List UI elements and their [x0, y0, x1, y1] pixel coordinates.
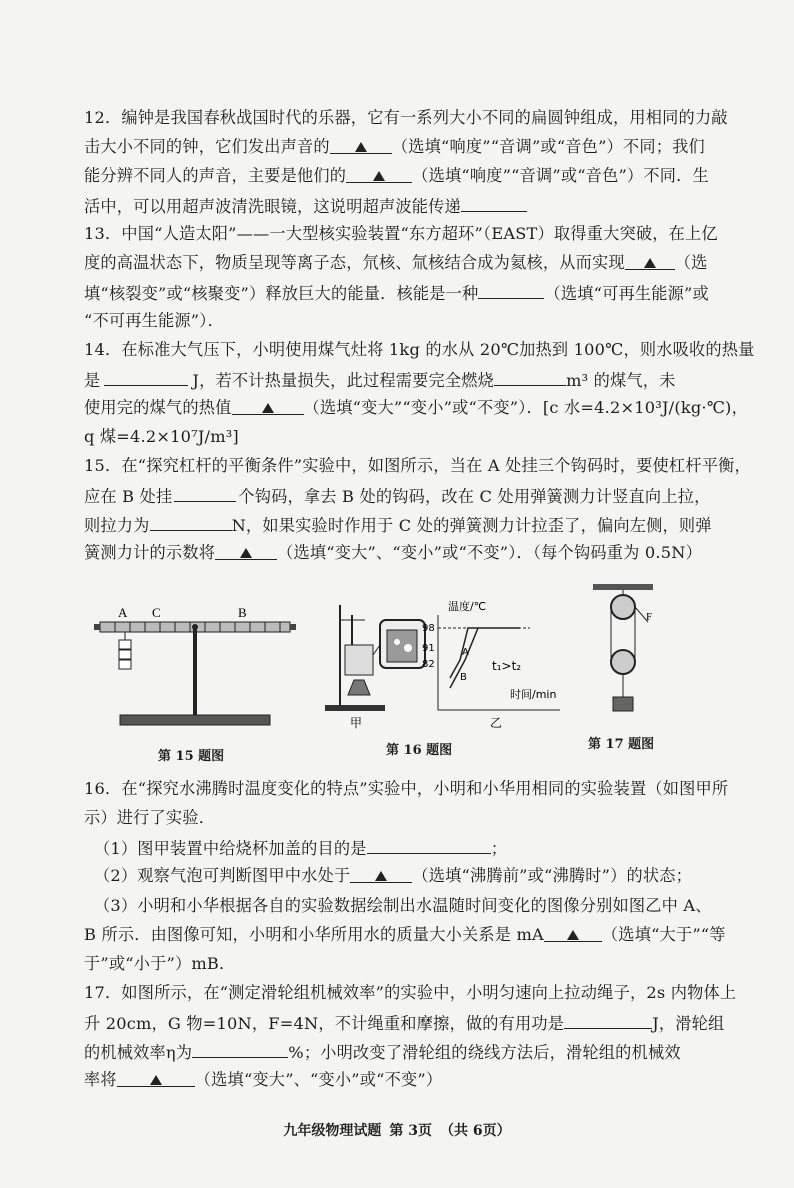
answer-blank[interactable]: [346, 166, 412, 183]
fig15-caption: 第 15 题图: [158, 749, 225, 764]
footer-total-pages: （共 6页）: [440, 1123, 511, 1139]
tick-98: 98: [422, 623, 435, 634]
q14-line1: 14．在标准大气压下，小明使用煤气灶将 1kg 的水从 20℃加热到 100℃，则水吸收的热量: [84, 340, 755, 359]
answer-blank[interactable]: [494, 369, 566, 386]
footer-title: 九年级物理试题: [283, 1123, 382, 1139]
q17-text: 率将: [84, 1070, 117, 1089]
q16-line1: 16．在“探究水沸腾时温度变化的特点”实验中，小明和小华用相同的实验装置（如图甲所: [84, 779, 729, 798]
axis-x-label: 时间/min: [510, 688, 557, 701]
q13-text: 填“核裂变”或“核聚变”）释放巨大的能量．核能是一种: [84, 284, 479, 303]
q13-text: （选填“可再生能源”或: [544, 284, 709, 303]
q14-line3: [84, 398, 748, 418]
q12-line4: [84, 195, 734, 217]
answer-blank[interactable]: [232, 398, 304, 415]
boiling-figure: [320, 600, 570, 730]
q15-text: 簧测力计的示数将: [84, 543, 216, 562]
q17-line1: 17．如图所示，在“测定滑轮组机械效率”的实验中，小明匀速向上拉动绳子，2s 内物体上: [84, 983, 737, 1002]
answer-blank[interactable]: [625, 253, 675, 270]
triangle-mark-icon: [373, 171, 385, 181]
q15-text: 应在 B 处挂: [84, 487, 173, 506]
answer-blank[interactable]: [330, 137, 392, 154]
q17-text: 的机械效率η为: [84, 1043, 193, 1062]
lever-figure: [90, 600, 300, 740]
q12-text: （选填“响度”“音调”或“音色”）不同．生: [412, 166, 709, 185]
q14-text: m³ 的煤气，未: [566, 371, 676, 390]
tick-91: 91: [422, 643, 435, 654]
q16-line7: 于”或“小于”）mB．: [84, 954, 236, 973]
answer-blank[interactable]: [350, 866, 412, 883]
q12-text: 击大小不同的钟，它们发出声音的: [84, 137, 330, 156]
triangle-mark-icon: [644, 258, 656, 268]
q15-text: N，如果实验时作用于 C 处的弹簧测力计拉歪了，偏向左侧，则弹: [231, 516, 712, 535]
q13-text: （选: [674, 253, 708, 272]
answer-blank[interactable]: [367, 837, 491, 854]
triangle-mark-icon: [262, 403, 274, 413]
label-f: F: [646, 611, 653, 623]
axis-y-label: 温度/℃: [448, 600, 487, 613]
curve-a-label: A: [462, 647, 469, 658]
q17-line3: [84, 1041, 734, 1063]
q16-text: （选填“沸腾前”或“沸腾时”）的状态；: [412, 866, 693, 885]
q17-line2: [84, 1012, 734, 1034]
answer-blank[interactable]: [478, 282, 544, 299]
footer-page-number: 第 3页: [389, 1123, 432, 1139]
label-a: A: [118, 605, 128, 620]
q16-line3: [94, 837, 744, 859]
handwritten-note: t₁>t₂: [492, 659, 522, 673]
q14-text: J，若不计热量损失，此过程需要完全燃烧: [192, 371, 495, 390]
answer-blank[interactable]: [215, 543, 277, 560]
label-b: B: [238, 605, 247, 620]
q13-line4: “不可再生能源”）．: [84, 311, 224, 330]
q14-line2: [84, 369, 734, 391]
q15-line2: [84, 485, 734, 507]
page-footer: [0, 1120, 794, 1140]
q17-text: 升 20cm，G 物=10N，F=4N，不计绳重和摩擦，做的有用功是: [84, 1014, 565, 1033]
q13-line1: 13．中国“人造太阳”——一大型核实验装置“东方超环”（EAST）取得重大突破，在上亿: [84, 224, 718, 243]
q16-text: ；: [490, 839, 508, 858]
q15-text: 个钩码，拿去 B 处的钩码，改在 C 处用弹簧测力计竖直向上拉，: [238, 487, 711, 506]
curve-b-label: B: [460, 672, 467, 683]
fig16-caption: 第 16 题图: [386, 743, 453, 758]
q16-text: （1）图甲装置中给烧杯加盖的目的是: [94, 839, 367, 858]
q13-line2: [84, 253, 734, 273]
q12-line2: [84, 137, 734, 157]
triangle-mark-icon: [150, 1075, 162, 1085]
q17-line4: [84, 1070, 734, 1090]
fig17-caption: 第 17 题图: [588, 737, 655, 752]
q16-line2: 示）进行了实验．: [84, 808, 216, 827]
label-yi: 乙: [490, 716, 503, 730]
answer-blank[interactable]: [544, 925, 602, 942]
answer-blank[interactable]: [150, 514, 232, 531]
q16-text: （选填“大于”“等: [601, 925, 726, 944]
q16-line5: （3）小明和小华根据各自的实验数据绘制出水温随时间变化的图像分别如图乙中 A、: [94, 896, 712, 915]
q12-line1: 12．编钟是我国春秋战国时代的乐器，它有一系列大小不同的扁圆钟组成，用相同的力敲: [84, 108, 728, 127]
q15-text: 则拉力为: [84, 516, 150, 535]
q12-line3: [84, 166, 734, 186]
triangle-mark-icon: [567, 930, 579, 940]
q15-line1: 15．在“探究杠杆的平衡条件”实验中，如图所示，当在 A 处挂三个钩码时，要使杠杆平衡，: [84, 456, 751, 475]
q15-line3: [84, 514, 734, 536]
q14-text: 使用完的煤气的热值: [84, 398, 232, 417]
answer-blank[interactable]: [104, 369, 188, 386]
q13-line3: [84, 282, 734, 304]
q16-text: （2）观察气泡可判断图甲中水处于: [94, 866, 351, 885]
q17-text: （选填“变大”、“变小”或“不变”）: [194, 1070, 443, 1089]
tick-82: 82: [422, 659, 435, 670]
q17-text: %；小明改变了滑轮组的绕线方法后，滑轮组的机械效: [288, 1043, 681, 1062]
label-jia: 甲: [350, 716, 363, 730]
q12-text: 能分辨不同人的声音，主要是他们的: [84, 166, 347, 185]
q15-line4: [84, 543, 734, 563]
q16-text: B 所示．由图像可知，小明和小华所用水的质量大小关系是 mA: [84, 925, 544, 944]
q12-text: （选填“响度”“音调”或“音色”）不同；我们: [391, 137, 705, 156]
q15-text: （选填“变大”、“变小”或“不变”）．（每个钩码重为 0.5N）: [277, 543, 702, 562]
triangle-mark-icon: [355, 142, 367, 152]
q13-text: 度的高温状态下，物质呈现等离子态，氘核、氚核结合成为氦核，从而实现: [84, 253, 625, 272]
label-c: C: [152, 605, 161, 620]
q14-text: （选填“变大”“变小”或“不变”）．[c 水=4.2×10³J/(kg·℃)，: [303, 398, 748, 417]
q14-text: 是: [84, 371, 101, 390]
answer-blank[interactable]: [564, 1012, 652, 1029]
answer-blank[interactable]: [117, 1070, 195, 1087]
pulley-figure: [588, 582, 668, 722]
answer-blank[interactable]: [174, 485, 236, 502]
q16-line4: [94, 866, 744, 886]
q14-line4: q 煤=4.2×10⁷J/m³]: [84, 427, 239, 446]
answer-blank[interactable]: [461, 195, 527, 212]
q17-text: J，滑轮组: [652, 1014, 725, 1033]
triangle-mark-icon: [240, 548, 252, 558]
answer-blank[interactable]: [192, 1041, 288, 1058]
q16-line6: [84, 925, 734, 945]
triangle-mark-icon: [375, 871, 387, 881]
q12-text: 活中，可以用超声波清洗眼镜，这说明超声波能传递: [84, 197, 461, 216]
